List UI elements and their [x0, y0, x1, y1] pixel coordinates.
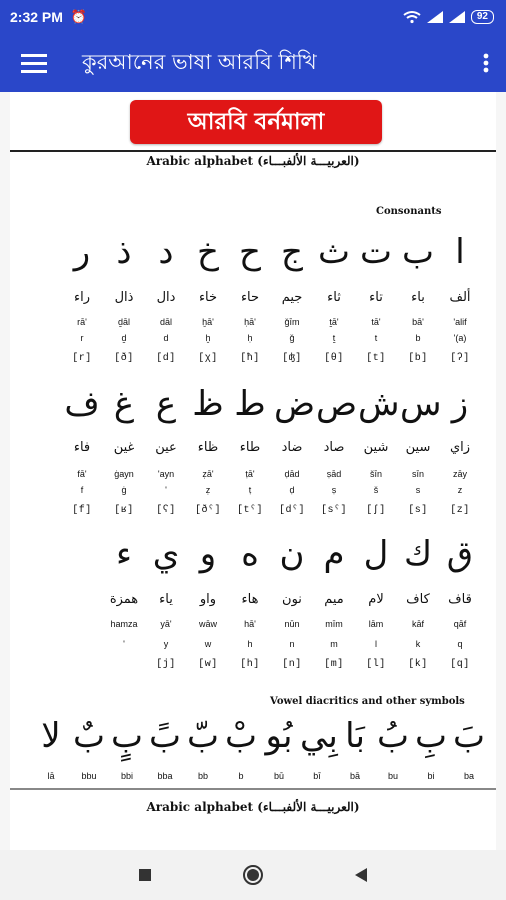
letter: ض — [274, 384, 316, 424]
wifi-icon — [403, 10, 421, 24]
letter: ط — [234, 384, 266, 424]
transliteration: bba — [157, 771, 173, 781]
sound: '(a) — [453, 333, 467, 343]
ipa: [d] — [156, 353, 176, 364]
sound: w — [204, 639, 212, 649]
transliteration: b — [238, 771, 244, 781]
heading-top: Arabic alphabet (العربيـــة الألفبـــاء) — [146, 154, 360, 168]
block2-letters — [10, 382, 496, 426]
letter: ف — [64, 384, 100, 424]
syllable: بُو — [265, 716, 293, 756]
sound: f — [80, 485, 84, 495]
ipa: [χ] — [198, 353, 218, 364]
letter: ك — [403, 534, 433, 574]
letter: غ — [113, 384, 135, 424]
sound: t — [374, 333, 378, 343]
menu-button[interactable] — [0, 34, 68, 92]
sound: l — [375, 639, 377, 649]
sound: m — [330, 639, 338, 649]
sound: d — [163, 333, 169, 343]
ipa: [w] — [198, 659, 218, 670]
letter-name: قاف — [448, 592, 472, 607]
sound: k — [415, 639, 421, 649]
sound: ḥ — [247, 333, 253, 343]
letter-name: زاي — [449, 440, 471, 455]
sound: y — [163, 639, 169, 649]
ipa: [sˤ] — [320, 505, 347, 516]
transliteration: hā' — [244, 619, 256, 629]
ipa: [m] — [324, 659, 344, 670]
letter: خ — [197, 232, 219, 272]
transliteration: ġayn — [114, 469, 134, 479]
letter-name: راء — [73, 290, 90, 305]
letter-name: ياء — [159, 592, 173, 607]
sound: ṯ — [332, 333, 336, 343]
ipa: [n] — [282, 659, 302, 670]
ipa: [z] — [450, 505, 470, 516]
transliteration: sīn — [411, 469, 424, 479]
heading-bottom: Arabic alphabet (العربيـــة الألفبـــاء) — [146, 800, 360, 814]
block1-names — [10, 290, 496, 306]
ipa: [f] — [72, 505, 92, 516]
transliteration: bū — [273, 771, 284, 781]
letter: ل — [363, 534, 389, 574]
transliteration: fā' — [77, 469, 87, 479]
letter: ظ — [192, 384, 224, 424]
ipa: [s] — [408, 505, 428, 516]
divider-bottom — [10, 788, 496, 790]
block4-letters — [10, 714, 496, 758]
ipa: [ð] — [114, 353, 134, 364]
sound: r — [80, 333, 84, 343]
block3-ipa — [10, 658, 496, 672]
letter: ر — [73, 232, 91, 272]
letter-name: باء — [411, 290, 425, 305]
letter-name: خاء — [198, 290, 218, 305]
ipa: [l] — [366, 659, 386, 670]
transliteration: ḍād — [284, 469, 300, 479]
more-options-button[interactable] — [466, 34, 506, 92]
sound: h — [247, 639, 253, 649]
sound: ḏ — [121, 333, 127, 343]
block4-translit — [10, 770, 496, 782]
sound: ġ — [121, 485, 127, 495]
transliteration: qāf — [453, 619, 467, 629]
alphabet-page — [10, 92, 496, 850]
ipa: [k] — [408, 659, 428, 670]
letter-name: ظاء — [197, 440, 219, 455]
transliteration: ba — [463, 771, 474, 781]
transliteration: bb — [197, 771, 208, 781]
transliteration: bi — [427, 771, 435, 781]
letter-name: لام — [368, 592, 384, 607]
block1-translit — [10, 316, 496, 328]
letter-name: عين — [155, 440, 177, 455]
ipa: [r] — [72, 353, 92, 364]
letter: س — [400, 384, 442, 424]
block2-sounds — [10, 484, 496, 496]
triangle-back-icon — [354, 867, 368, 883]
signal-icon — [427, 11, 443, 23]
transliteration: tā' — [371, 317, 381, 327]
block2-ipa — [10, 504, 496, 518]
sound: ẓ — [205, 485, 211, 495]
transliteration: ṣād — [326, 469, 342, 479]
alarm-icon: ⏰ — [70, 9, 88, 24]
letter: ء — [116, 534, 132, 574]
transliteration: ḏāl — [117, 317, 130, 327]
block1-ipa — [10, 352, 496, 366]
syllable: بَ — [452, 716, 485, 756]
letter: ج — [281, 232, 303, 272]
letter: ت — [359, 232, 392, 272]
letter-name: صاد — [323, 440, 345, 455]
transliteration: bā — [349, 771, 360, 781]
block3-names — [10, 592, 496, 608]
ipa: [ʔ] — [450, 353, 470, 364]
syllable: بٍ — [110, 716, 143, 756]
ipa: [ðˤ] — [194, 505, 221, 516]
transliteration: hamza — [110, 619, 138, 629]
ipa: [q] — [450, 659, 470, 670]
transliteration: dāl — [159, 317, 172, 327]
transliteration: bā' — [412, 317, 424, 327]
letter: ا — [455, 232, 465, 272]
letter: د — [158, 232, 174, 272]
letter-name: ثاء — [327, 290, 341, 305]
transliteration: ṭā' — [245, 469, 255, 479]
letter: و — [199, 534, 217, 574]
home-button[interactable] — [238, 860, 268, 890]
letter: ذ — [116, 232, 132, 272]
syllable: بُ — [376, 716, 409, 756]
sound: z — [457, 485, 463, 495]
letter-name: هاء — [241, 592, 259, 607]
block3-translit — [10, 618, 496, 630]
transliteration: bī — [313, 771, 321, 781]
letter-name: دال — [156, 290, 176, 305]
letter: م — [323, 534, 345, 574]
hamburger-icon — [21, 53, 47, 73]
block1-sounds — [10, 332, 496, 344]
letter: ح — [239, 232, 261, 272]
letter: ث — [317, 232, 350, 272]
sound: ' — [165, 485, 167, 495]
sound: ṣ — [331, 485, 337, 495]
letter-name: سين — [405, 440, 431, 455]
square-icon — [138, 868, 152, 882]
ipa: [h] — [240, 659, 260, 670]
status-bar — [0, 0, 506, 34]
letter-name: ألف — [449, 290, 471, 305]
letter: ي — [152, 534, 180, 574]
sound: s — [415, 485, 421, 495]
sound: n — [289, 639, 295, 649]
divider-top — [10, 150, 496, 152]
ipa: [t] — [366, 353, 386, 364]
consonants-label: Consonants — [376, 206, 442, 217]
transliteration: ẓā' — [202, 469, 214, 479]
ipa: [j] — [156, 659, 176, 670]
letter: ه — [241, 534, 259, 574]
ipa: [tˤ] — [236, 505, 263, 516]
ipa: [dˤ] — [278, 505, 305, 516]
transliteration: ǧīm — [284, 317, 300, 327]
letter: ق — [446, 534, 474, 574]
vowel-diacritics-label: Vowel diacritics and other symbols — [270, 696, 465, 707]
sound: ǧ — [289, 333, 295, 343]
letter-name: نون — [282, 592, 302, 607]
title-badge: আরবি বর্নমালা — [130, 100, 382, 144]
transliteration: yā' — [160, 619, 172, 629]
ipa: [ʤ] — [282, 353, 302, 364]
letter: ن — [279, 534, 305, 574]
ipa: [ʃ] — [366, 505, 386, 516]
syllable: لا — [41, 716, 61, 756]
sound: b — [415, 333, 421, 343]
sound: ' — [123, 639, 125, 649]
letter-name: طاء — [239, 440, 261, 455]
letter-name: حاء — [240, 290, 260, 305]
sound: q — [457, 639, 463, 649]
app-title: কুরআনের ভাষা আরবি শিখি — [82, 49, 317, 74]
sound: š — [373, 485, 379, 495]
transliteration: 'alif — [453, 317, 467, 327]
block2-translit — [10, 468, 496, 480]
transliteration: wāw — [198, 619, 217, 629]
block3-sounds — [10, 638, 496, 650]
sound: ḫ — [205, 333, 211, 343]
ipa — [106, 658, 142, 672]
letter-name: واو — [199, 592, 217, 607]
letter: ص — [316, 384, 358, 424]
transliteration: bbu — [81, 771, 97, 781]
syllable: بِ — [414, 716, 447, 756]
letter-name: فاء — [73, 440, 91, 455]
circle-icon — [242, 864, 264, 886]
transliteration: kāf — [411, 619, 424, 629]
ipa: [ħ] — [240, 353, 260, 364]
system-nav-bar — [0, 850, 506, 900]
letter-name: ميم — [324, 592, 344, 607]
transliteration: bu — [387, 771, 398, 781]
transliteration: ṯā' — [329, 317, 339, 327]
transliteration: nūn — [284, 619, 300, 629]
ipa: [b] — [408, 353, 428, 364]
letter-name: تاء — [369, 290, 383, 305]
ipa: [θ] — [324, 353, 344, 364]
transliteration: ḫā' — [202, 317, 214, 327]
ipa: [ʕ] — [156, 505, 176, 516]
transliteration: bbi — [120, 771, 133, 781]
letter-name: كاف — [406, 592, 430, 607]
letter-name: ضاد — [281, 440, 303, 455]
block3-letters — [10, 532, 496, 576]
letter-name: غين — [113, 440, 135, 455]
content-area[interactable] — [0, 92, 506, 850]
recents-button[interactable] — [130, 860, 160, 890]
letter: ز — [451, 384, 469, 424]
syllable: بِي — [300, 716, 338, 756]
syllable: بْ — [224, 716, 257, 756]
syllable: بَا — [345, 716, 365, 756]
transliteration: šīn — [369, 469, 382, 479]
sound: ḍ — [289, 485, 295, 495]
ipa: [ʁ] — [114, 505, 134, 516]
syllable: بّ — [186, 716, 219, 756]
syllable: بً — [148, 716, 181, 756]
transliteration: ḥā' — [244, 317, 256, 327]
block2-names — [10, 440, 496, 456]
battery-indicator: 92 — [471, 10, 494, 24]
more-vert-icon — [483, 53, 489, 73]
app-bar — [0, 34, 506, 92]
transliteration: zāy — [452, 469, 467, 479]
syllable: بٌ — [72, 716, 105, 756]
sound: ṭ — [248, 485, 252, 495]
transliteration: lā — [47, 771, 55, 781]
signal-icon-2 — [449, 11, 465, 23]
transliteration: rā' — [77, 317, 87, 327]
letter-name: جيم — [281, 290, 303, 305]
letter: ش — [358, 384, 400, 424]
letter-name: ذال — [114, 290, 134, 305]
status-time: 2:32 PM — [10, 9, 63, 25]
transliteration: 'ayn — [157, 469, 175, 479]
letter: ب — [401, 232, 434, 272]
back-button[interactable] — [346, 860, 376, 890]
block1-letters — [10, 230, 496, 274]
letter: ع — [155, 384, 177, 424]
letter-name: همزة — [109, 592, 139, 607]
transliteration: lām — [368, 619, 384, 629]
status-icons — [403, 10, 494, 24]
transliteration: mīm — [325, 619, 343, 629]
letter-name: شين — [363, 440, 389, 455]
